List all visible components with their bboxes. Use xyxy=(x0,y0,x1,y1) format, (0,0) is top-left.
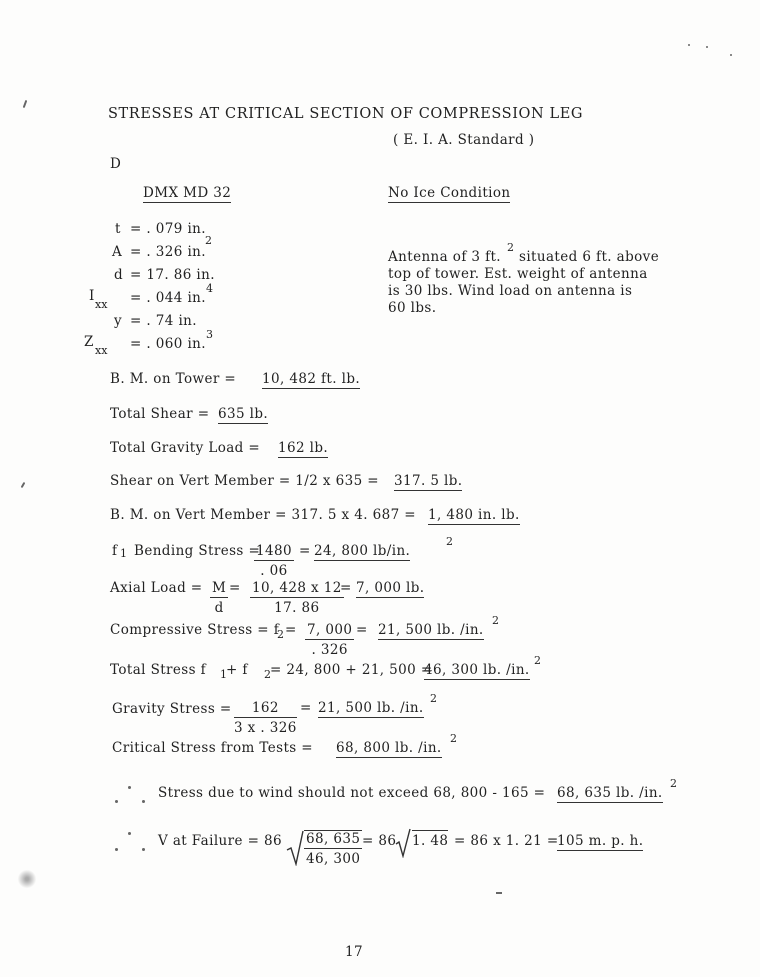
bending-f-subscript: 1 xyxy=(120,547,127,560)
axial-denominator: 17. 86 xyxy=(274,600,320,616)
axial-m: M xyxy=(212,580,227,596)
prop-Z-value: = . 060 in. xyxy=(130,336,206,352)
gravity-stress-denominator: 3 x . 326 xyxy=(234,720,297,736)
gravity-stress-numerator: 162 xyxy=(234,700,297,718)
prop-I-subscript: xx xyxy=(95,298,108,311)
axial-value: 7, 000 lb. xyxy=(356,580,425,596)
square-root-icon xyxy=(395,828,411,858)
axial-md-fraction xyxy=(210,580,228,616)
bending-denominator: . 06 xyxy=(260,563,288,579)
compressive-exponent: 2 xyxy=(492,614,499,627)
antenna-exponent: 2 xyxy=(507,241,514,254)
gravity-load-label: Total Gravity Load = xyxy=(110,440,261,456)
bm-tower-label: B. M. on Tower = xyxy=(110,371,237,387)
axial-label: Axial Load = xyxy=(110,580,203,596)
prop-I-exponent: 4 xyxy=(206,282,213,295)
prop-I-value: = . 044 in. xyxy=(130,290,206,306)
prop-d-value: = 17. 86 in. xyxy=(130,267,215,283)
failure-mid: = 86 xyxy=(362,833,397,849)
bending-label: Bending Stress = xyxy=(134,543,261,559)
bm-vert-label: B. M. on Vert Member = 317. 5 x 4. 687 = xyxy=(110,507,416,523)
gravity-stress-value: 21, 500 lb. /in. xyxy=(318,700,424,716)
prop-t-symbol: t xyxy=(115,221,121,237)
failure-tail: = 86 x 1. 21 = xyxy=(454,833,559,849)
prop-d-symbol: d xyxy=(114,267,124,283)
failure-numerator: 68, 635 xyxy=(306,831,361,847)
scan-speck xyxy=(730,54,732,56)
prop-A-symbol: A xyxy=(112,244,123,260)
compressive-denominator: . 326 xyxy=(311,642,348,658)
square-root-icon xyxy=(286,830,304,866)
prop-t-value: = . 079 in. xyxy=(130,221,206,237)
therefore-dot xyxy=(142,848,145,851)
compressive-numerator: 7, 000 xyxy=(307,622,353,638)
therefore-dot xyxy=(128,786,131,789)
axial-numerator: 10, 428 x 12 xyxy=(252,580,342,596)
bending-numerator: 1480 xyxy=(256,543,292,559)
compressive-equals: = xyxy=(285,622,297,638)
prop-I-symbol: I xyxy=(89,288,95,304)
failure-fraction xyxy=(304,830,362,867)
total-stress-value: 46, 300 lb. /in. xyxy=(424,662,530,678)
wind-exponent: 2 xyxy=(670,777,677,790)
scan-speck xyxy=(688,44,690,46)
compressive-equals-2: = xyxy=(356,622,368,638)
prop-y-value: = . 74 in. xyxy=(130,313,197,329)
section-letter: D xyxy=(110,156,122,172)
antenna-line-3: is 30 lbs. Wind load on antenna is xyxy=(388,283,633,299)
scan-speck xyxy=(23,100,28,108)
compressive-label: Compressive Stress = f xyxy=(110,622,280,638)
antenna-line-1a: Antenna of 3 ft. xyxy=(388,249,501,265)
total-stress-label-c: = 24, 800 + 21, 500 = xyxy=(270,662,433,678)
bm-tower-value: 10, 482 ft. lb. xyxy=(262,371,361,387)
prop-y-symbol: y xyxy=(114,313,123,329)
total-stress-label-b: + f xyxy=(226,662,248,678)
total-stress-exponent: 2 xyxy=(534,654,541,667)
gravity-load-value: 162 lb. xyxy=(278,440,329,456)
axial-fraction xyxy=(250,580,344,616)
total-stress-label-a: Total Stress f xyxy=(110,662,207,678)
bm-vert-value: 1, 480 in. lb. xyxy=(428,507,520,523)
failure-denominator: 46, 300 xyxy=(306,851,361,867)
critical-label: Critical Stress from Tests = xyxy=(112,740,314,756)
therefore-dot xyxy=(115,848,118,851)
total-stress-sub-1: 1 xyxy=(220,668,227,681)
prop-Z-symbol: Z xyxy=(84,334,94,350)
scan-speck xyxy=(496,892,502,894)
gravity-stress-equals: = xyxy=(300,700,312,716)
compressive-subscript: 2 xyxy=(277,628,284,641)
antenna-line-1b: situated 6 ft. above xyxy=(519,249,660,265)
failure-label: V at Failure = 86 xyxy=(158,833,282,849)
wind-label: Stress due to wind should not exceed 68, 800 - 165 = xyxy=(158,785,546,801)
scan-speck xyxy=(21,482,26,488)
prop-Z-subscript: xx xyxy=(95,344,108,357)
therefore-dot xyxy=(128,832,131,835)
therefore-dot xyxy=(115,800,118,803)
axial-equals-1: = xyxy=(229,580,241,596)
scan-speck xyxy=(706,46,708,48)
critical-exponent: 2 xyxy=(450,732,457,745)
failure-value: 105 m. p. h. xyxy=(557,833,644,849)
antenna-line-4: 60 lbs. xyxy=(388,300,437,316)
compressive-fraction xyxy=(305,622,354,658)
bending-value: 24, 800 lb/in. xyxy=(314,543,411,559)
condition-heading: No Ice Condition xyxy=(388,185,511,201)
total-shear-value: 635 lb. xyxy=(218,406,269,422)
compressive-value: 21, 500 lb. /in. xyxy=(378,622,484,638)
gravity-stress-label: Gravity Stress = xyxy=(112,701,232,717)
prop-Z-exponent: 3 xyxy=(206,328,213,341)
standard-note: ( E. I. A. Standard ) xyxy=(393,132,535,148)
axial-d: d xyxy=(214,600,224,616)
failure-radicand: 1. 48 xyxy=(412,830,448,849)
bending-exponent: 2 xyxy=(446,535,453,548)
gravity-stress-exponent: 2 xyxy=(430,692,437,705)
critical-value: 68, 800 lb. /in. xyxy=(336,740,442,756)
bending-equals: = xyxy=(299,543,311,559)
axial-equals-2: = xyxy=(340,580,352,596)
shear-vert-label: Shear on Vert Member = 1/2 x 635 = xyxy=(110,473,379,489)
total-stress-sub-2: 2 xyxy=(264,668,271,681)
wind-value: 68, 635 lb. /in. xyxy=(557,785,663,801)
model-heading: DMX MD 32 xyxy=(143,185,232,201)
total-shear-label: Total Shear = xyxy=(110,406,210,422)
page-number: 17 xyxy=(345,944,363,960)
bending-fraction xyxy=(254,543,294,579)
prop-A-exponent: 2 xyxy=(205,234,212,247)
shear-vert-value: 317. 5 lb. xyxy=(394,473,463,489)
bending-f: f xyxy=(112,543,118,559)
therefore-dot xyxy=(142,800,145,803)
scan-mark xyxy=(16,868,38,890)
gravity-stress-fraction xyxy=(234,700,297,736)
prop-A-value: = . 326 in. xyxy=(130,244,206,260)
page-title: STRESSES AT CRITICAL SECTION OF COMPRESSION LEG xyxy=(108,106,584,122)
antenna-line-2: top of tower. Est. weight of antenna xyxy=(388,266,648,282)
